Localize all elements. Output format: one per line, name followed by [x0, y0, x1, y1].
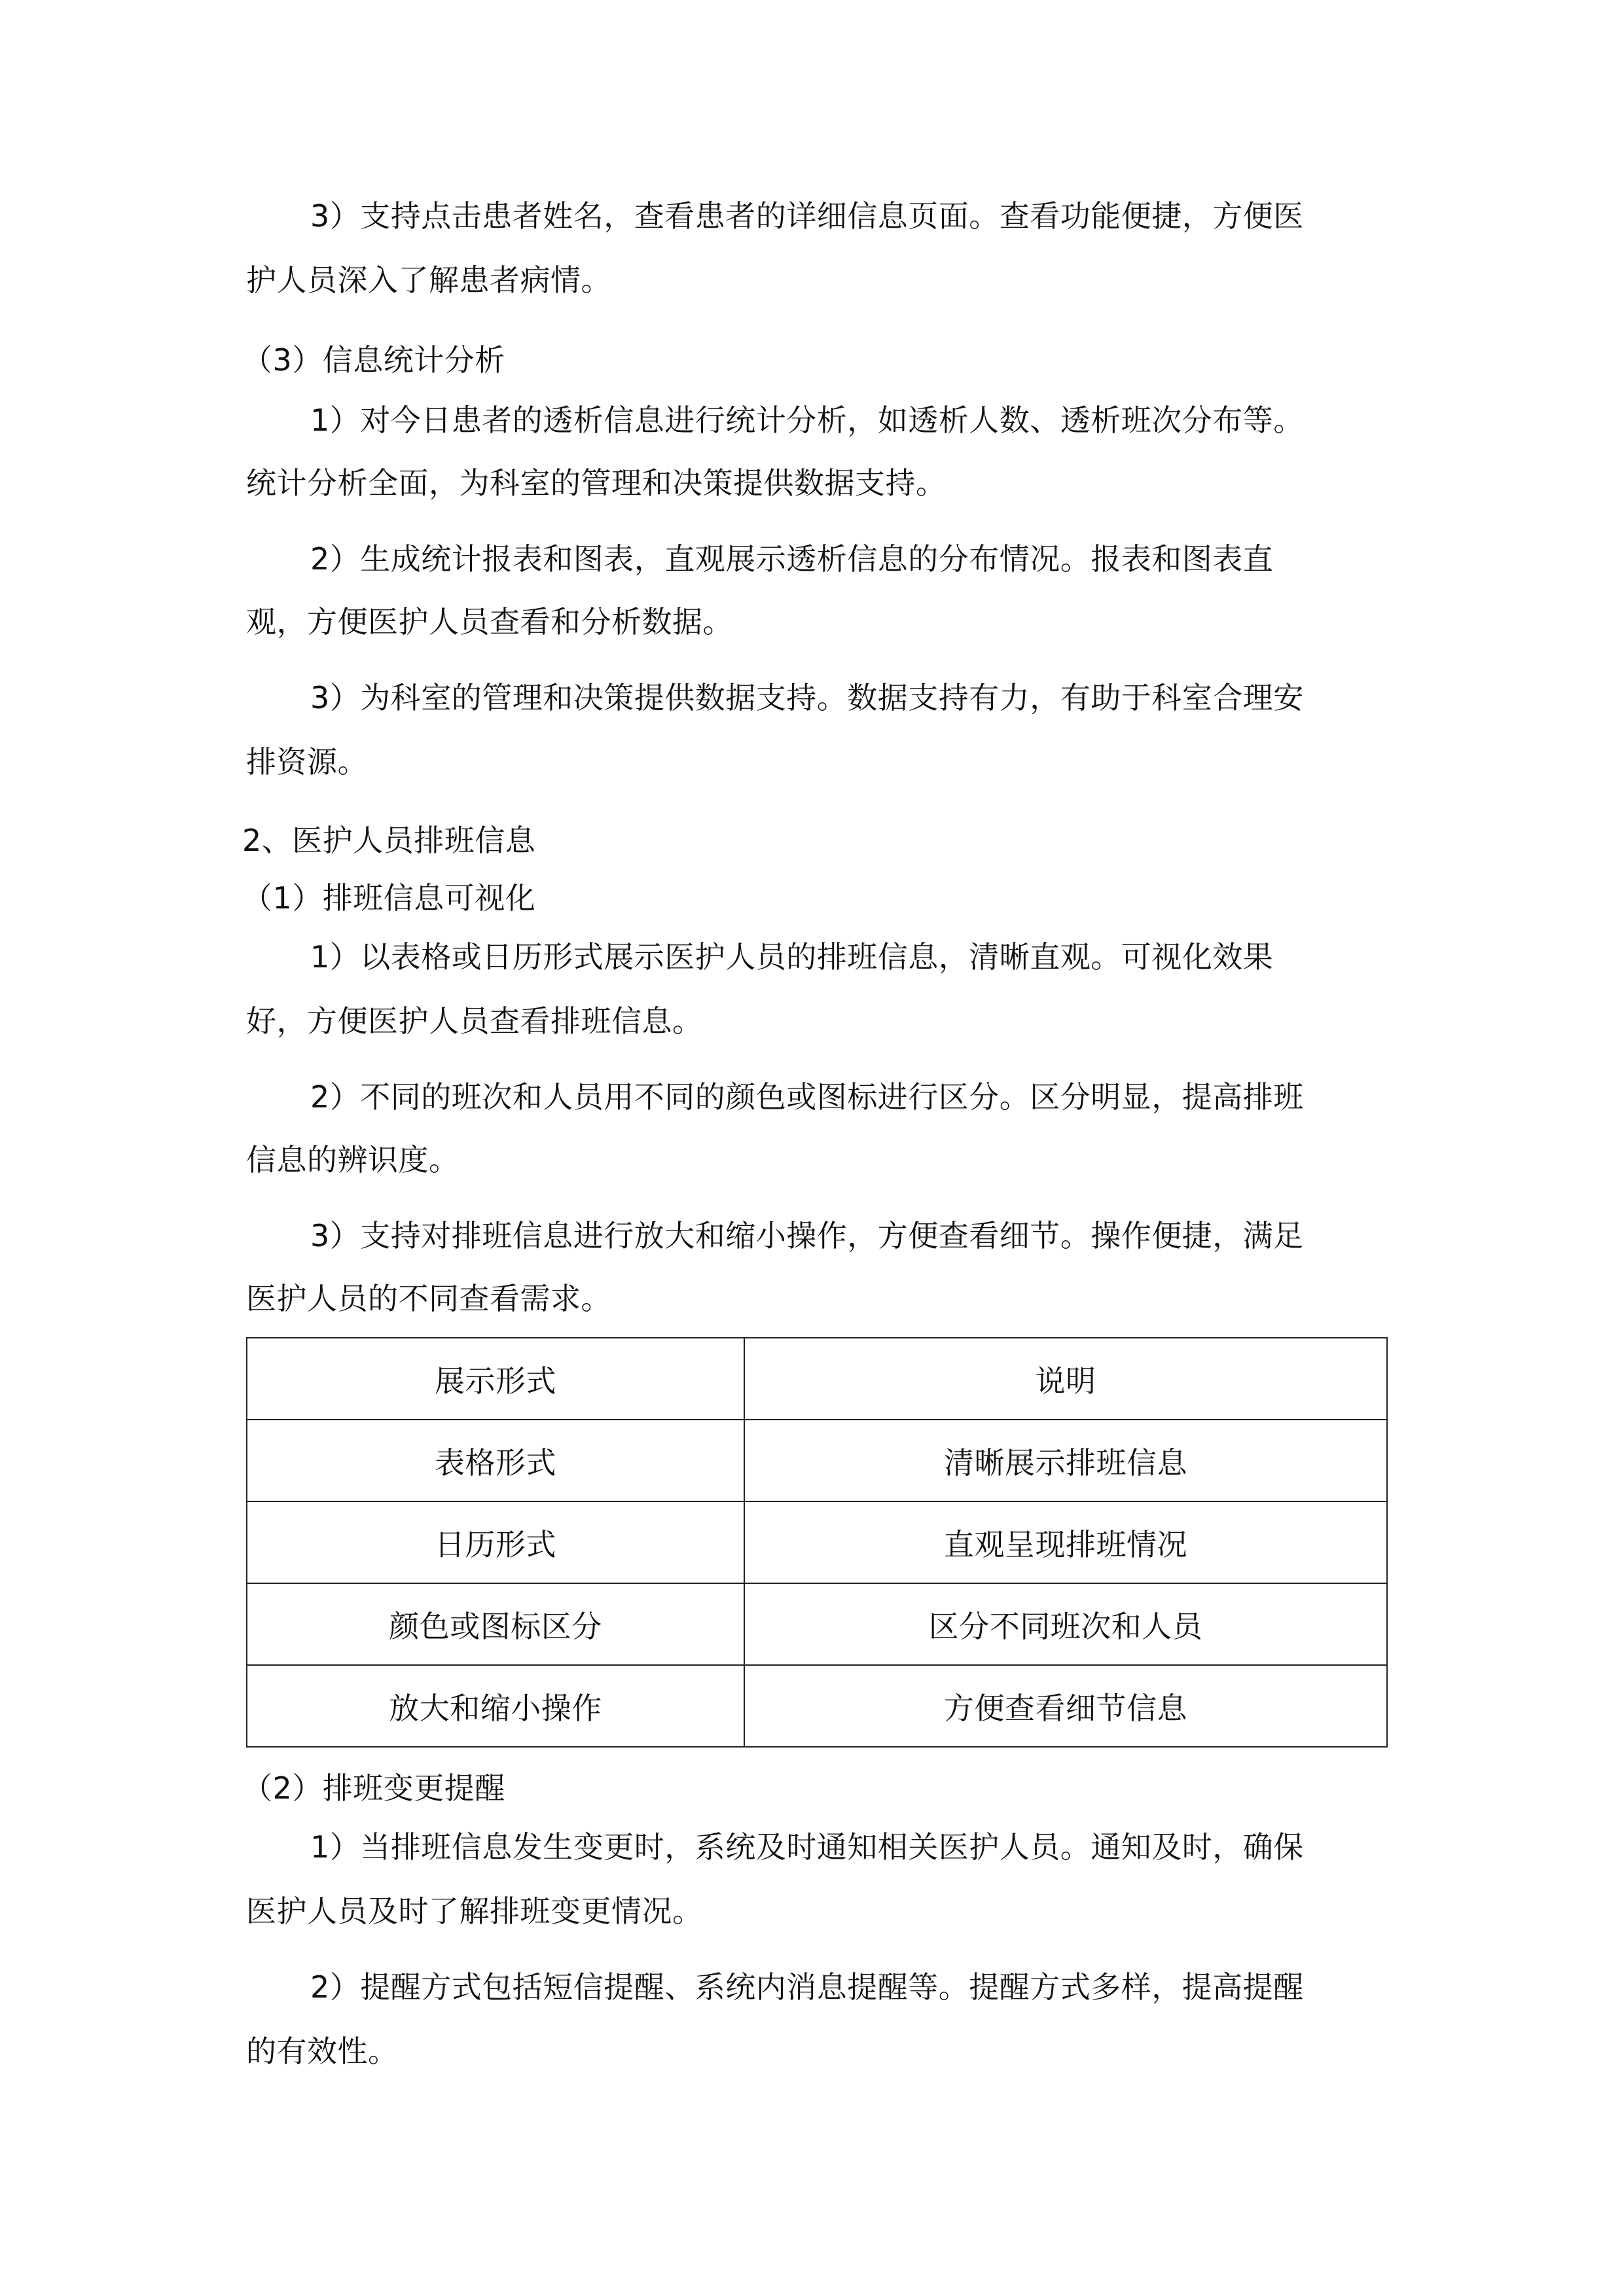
- paragraph-line: 1）对今日患者的透析信息进行统计分析，如透析人数、透析班次分布等。: [310, 403, 1304, 438]
- subsection-heading: （2）排班变更提醒: [242, 1770, 505, 1806]
- paragraph-line: 信息的辨识度。: [246, 1142, 460, 1177]
- paragraph-line: 护人员深入了解患者病情。: [246, 262, 611, 298]
- paragraph-line: 好，方便医护人员查看排班信息。: [246, 1003, 703, 1039]
- paragraph-line: 3）支持对排班信息进行放大和缩小操作，方便查看细节。操作便捷，满足: [310, 1218, 1304, 1253]
- subsection-heading: （1）排班信息可视化: [242, 880, 536, 916]
- table-cell: 直观呈现排班情况: [744, 1501, 1387, 1583]
- subsection-heading: （3）信息统计分析: [242, 342, 505, 378]
- table-row: [247, 1420, 1387, 1501]
- table-header-cell: 展示形式: [247, 1338, 744, 1420]
- paragraph-line: 1）当排班信息发生变更时，系统及时通知相关医护人员。通知及时，确保: [310, 1829, 1304, 1865]
- paragraph-line: 2）生成统计报表和图表，直观展示透析信息的分布情况。报表和图表直: [310, 541, 1274, 577]
- paragraph-line: 医护人员及时了解排班变更情况。: [246, 1893, 703, 1929]
- table-row: [247, 1665, 1387, 1747]
- table-cell: 方便查看细节信息: [744, 1665, 1387, 1747]
- table-row: [247, 1583, 1387, 1665]
- schedule-display-table: [246, 1337, 1388, 1748]
- table-cell: 日历形式: [247, 1501, 744, 1583]
- section-heading: 2、医护人员排班信息: [242, 823, 536, 858]
- paragraph-line: 1）以表格或日历形式展示医护人员的排班信息，清晰直观。可视化效果: [310, 939, 1274, 975]
- table-cell: 区分不同班次和人员: [744, 1583, 1387, 1665]
- table-row: [247, 1501, 1387, 1583]
- paragraph-line: 观，方便医护人员查看和分析数据。: [246, 604, 733, 639]
- paragraph-line: 2）提醒方式包括短信提醒、系统内消息提醒等。提醒方式多样，提高提醒: [310, 1969, 1304, 2005]
- paragraph-line: 排资源。: [246, 744, 368, 780]
- paragraph-line: 3）为科室的管理和决策提供数据支持。数据支持有力，有助于科室合理安: [310, 680, 1304, 715]
- paragraph-line: 的有效性。: [246, 2034, 399, 2069]
- table-cell: 颜色或图标区分: [247, 1583, 744, 1665]
- table-cell: 表格形式: [247, 1420, 744, 1501]
- table-cell: 清晰展示排班信息: [744, 1420, 1387, 1501]
- paragraph-line: 医护人员的不同查看需求。: [246, 1281, 611, 1316]
- paragraph-line: 3）支持点击患者姓名，查看患者的详细信息页面。查看功能便捷，方便医: [310, 198, 1304, 234]
- table-header-row: [247, 1338, 1387, 1420]
- table-header-cell: 说明: [744, 1338, 1387, 1420]
- table-cell: 放大和缩小操作: [247, 1665, 744, 1747]
- paragraph-line: 2）不同的班次和人员用不同的颜色或图标进行区分。区分明显，提高排班: [310, 1079, 1304, 1115]
- paragraph-line: 统计分析全面，为科室的管理和决策提供数据支持。: [246, 465, 947, 501]
